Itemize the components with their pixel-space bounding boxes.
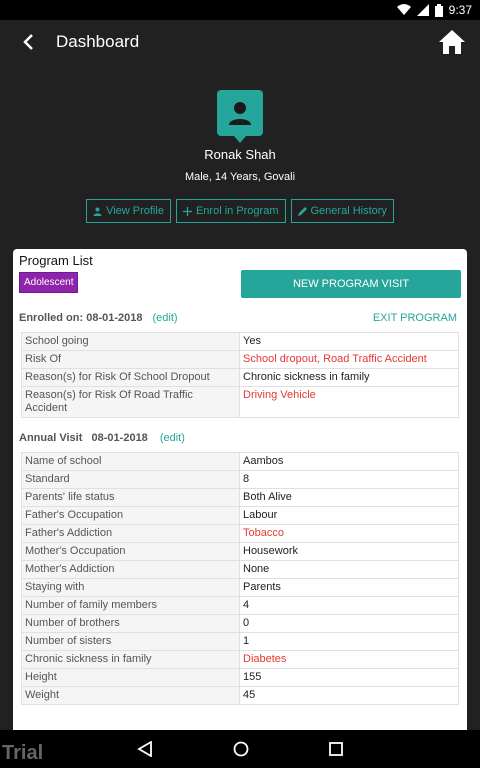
- row-value: Labour: [240, 507, 459, 525]
- table-row: [22, 471, 459, 489]
- app-bar: [0, 20, 480, 64]
- table-row: [22, 351, 459, 369]
- row-key: Number of sisters: [22, 633, 240, 651]
- table-row: [22, 687, 459, 705]
- program-list-title: Program List: [19, 253, 93, 268]
- program-card: [13, 249, 467, 739]
- edit-annual-visit-link[interactable]: (edit): [159, 432, 185, 444]
- system-nav-bar: [0, 730, 480, 768]
- table-row: [22, 579, 459, 597]
- program-tag-adolescent[interactable]: Adolescent: [19, 272, 78, 293]
- row-key: Parents' life status: [22, 489, 240, 507]
- row-value: 4: [240, 597, 459, 615]
- profile-name: Ronak Shah: [204, 147, 276, 162]
- row-key: Standard: [22, 471, 240, 489]
- home-button[interactable]: [424, 20, 480, 64]
- plus-icon: [183, 207, 192, 216]
- row-value: 1: [240, 633, 459, 651]
- status-bar: [0, 0, 480, 20]
- row-key: Reason(s) for Risk Of School Dropout: [22, 369, 240, 387]
- row-value: Yes: [240, 333, 459, 351]
- person-icon: [226, 99, 254, 127]
- row-key: Staying with: [22, 579, 240, 597]
- row-key: School going: [22, 333, 240, 351]
- row-key: Father's Addiction: [22, 525, 240, 543]
- nav-back-icon[interactable]: [137, 741, 153, 757]
- home-icon: [438, 29, 466, 55]
- table-row: [22, 651, 459, 669]
- row-key: Reason(s) for Risk Of Road Traffic Accident: [22, 387, 240, 418]
- row-value: Driving Vehicle: [240, 387, 459, 418]
- enrolled-label: Enrolled on: 08-01-2018: [19, 312, 143, 324]
- row-key: Mother's Addiction: [22, 561, 240, 579]
- signal-icon: [417, 4, 429, 16]
- table-row: [22, 669, 459, 687]
- row-value: Tobacco: [240, 525, 459, 543]
- table-row: [22, 615, 459, 633]
- person-small-icon: [93, 207, 102, 216]
- row-value: None: [240, 561, 459, 579]
- row-key: Weight: [22, 687, 240, 705]
- row-value: Aambos: [240, 453, 459, 471]
- row-value: Chronic sickness in family: [240, 369, 459, 387]
- edit-enrolment-link[interactable]: (edit): [152, 312, 178, 324]
- general-history-label: General History: [310, 205, 387, 217]
- row-key: Number of family members: [22, 597, 240, 615]
- back-button[interactable]: [0, 20, 56, 64]
- table-row: [22, 369, 459, 387]
- row-value: 45: [240, 687, 459, 705]
- view-profile-label: View Profile: [106, 205, 164, 217]
- enrolled-row: [13, 306, 467, 332]
- table-row: [22, 489, 459, 507]
- row-value: 155: [240, 669, 459, 687]
- enrol-program-button[interactable]: [176, 199, 286, 223]
- row-value: 0: [240, 615, 459, 633]
- row-value: Both Alive: [240, 489, 459, 507]
- nav-home-icon[interactable]: [233, 741, 249, 757]
- nav-recents-icon[interactable]: [329, 742, 343, 756]
- trial-watermark: Trial: [2, 742, 44, 764]
- status-time: 9:37: [448, 3, 472, 17]
- battery-icon: [435, 4, 443, 17]
- table-row: [22, 597, 459, 615]
- profile-meta: Male, 14 Years, Govali: [184, 171, 296, 183]
- annual-visit-row: [19, 432, 467, 444]
- row-value: Diabetes: [240, 651, 459, 669]
- row-key: Number of brothers: [22, 615, 240, 633]
- row-value: Housework: [240, 543, 459, 561]
- enrol-program-label: Enrol in Program: [195, 205, 279, 217]
- table-row: [22, 525, 459, 543]
- table-row: [22, 561, 459, 579]
- row-key: Mother's Occupation: [22, 543, 240, 561]
- back-arrow-icon: [21, 33, 35, 51]
- general-history-button[interactable]: [291, 199, 394, 223]
- avatar: [217, 90, 263, 136]
- wifi-icon: [397, 4, 411, 16]
- page-title: Dashboard: [56, 32, 140, 51]
- profile-header: [0, 90, 480, 183]
- row-key: Risk Of: [22, 351, 240, 369]
- table-row: [22, 333, 459, 351]
- annual-visit-label: Annual Visit 08-01-2018: [19, 432, 148, 444]
- row-key: Height: [22, 669, 240, 687]
- table-row: [22, 507, 459, 525]
- table-row: [22, 543, 459, 561]
- pencil-icon: [298, 207, 307, 216]
- exit-program-button[interactable]: EXIT PROGRAM: [372, 312, 457, 324]
- row-key: Name of school: [22, 453, 240, 471]
- table-row: [22, 453, 459, 471]
- view-profile-button[interactable]: [86, 199, 171, 223]
- row-value: 8: [240, 471, 459, 489]
- enrolment-table: [21, 332, 459, 418]
- new-program-visit-button[interactable]: NEW PROGRAM VISIT: [241, 270, 461, 298]
- annual-visit-table: [21, 452, 459, 705]
- table-row: [22, 387, 459, 418]
- profile-actions: [0, 199, 480, 223]
- table-row: [22, 633, 459, 651]
- row-key: Chronic sickness in family: [22, 651, 240, 669]
- row-key: Father's Occupation: [22, 507, 240, 525]
- row-value: School dropout, Road Traffic Accident: [240, 351, 459, 369]
- row-value: Parents: [240, 579, 459, 597]
